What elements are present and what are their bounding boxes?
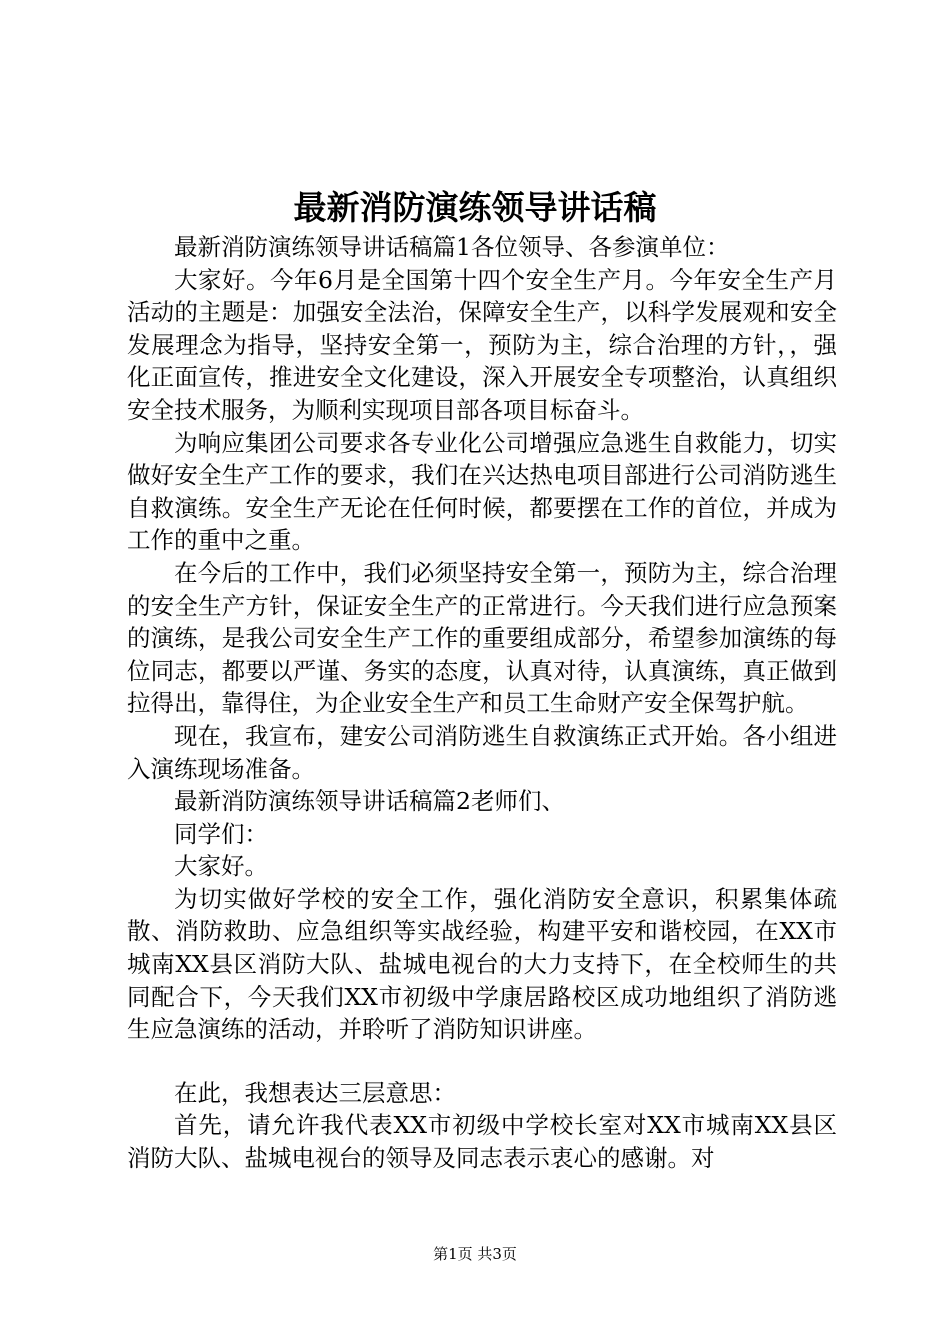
paragraph-drill-purpose: 为响应集团公司要求各专业化公司增强应急逃生自救能力，切实做好安全生产工作的要求，我们在兴达热电项目部进行公司消防逃生自救演练。安全生产无论在任何时候，都要摆在工作的首位，并成为工作的重中之重。 bbox=[127, 428, 837, 555]
paragraph-hello: 大家好。 bbox=[174, 852, 268, 881]
paragraph-future-work: 在今后的工作中，我们必须坚持安全第一，预防为主，综合治理的安全生产方针，保证安全生产的正常进行。今天我们进行应急预案的演练，是我公司安全生产工作的重要组成部分，希望参加演练的每位同志，都要以严谨、务实的态度，认真对待，认真演练，真正做到拉得出，靠得住，为企业安全生产和员工生命财产安全保驾护航。 bbox=[127, 558, 837, 718]
page-number-footer: 第1页 共3页 bbox=[433, 1245, 517, 1263]
paragraph-section-2-opening: 最新消防演练领导讲话稿篇2老师们、 bbox=[174, 787, 565, 816]
paragraph-greeting-theme: 大家好。今年6月是全国第十四个安全生产月。今年安全生产月活动的主题是：加强安全法治，保障安全生产，以科学发展观和安全发展理念为指导，坚持安全第一，预防为主，综合治理的方针，，强化正面宣传，推进安全文化建设，深入开展安全专项整治，认真组织安全技术服务，为顺利实现项目部各项目标奋斗。 bbox=[127, 265, 837, 424]
paragraph-section-1-opening: 最新消防演练领导讲话稿篇1各位领导、各参演单位： bbox=[174, 233, 730, 261]
paragraph-three-points: 在此，我想表达三层意思： bbox=[174, 1078, 456, 1107]
paragraph-drill-start: 现在，我宣布，建安公司消防逃生自救演练正式开始。各小组进入演练现场准备。 bbox=[127, 721, 837, 783]
document-title: 最新消防演练领导讲话稿 bbox=[293, 188, 657, 227]
document-body bbox=[127, 231, 837, 1175]
paragraph-thanks: 首先，请允许我代表XX市初级中学校长室对XX市城南XX县区消防大队、盐城电视台的领导及同志表示衷心的感谢。对 bbox=[127, 1111, 837, 1173]
paragraph-school-drill: 为切实做好学校的安全工作，强化消防安全意识，积累集体疏散、消防救助、应急组织等实战经验，构建平安和谐校园，在XX市城南XX县区消防大队、盐城电视台的大力支持下，在全校师生的共同配合下，今天我们XX市初级中学康居路校区成功地组织了消防逃生应急演练的活动，并聆听了消防知识讲座。 bbox=[127, 884, 837, 1044]
paragraph-students: 同学们： bbox=[174, 819, 268, 848]
